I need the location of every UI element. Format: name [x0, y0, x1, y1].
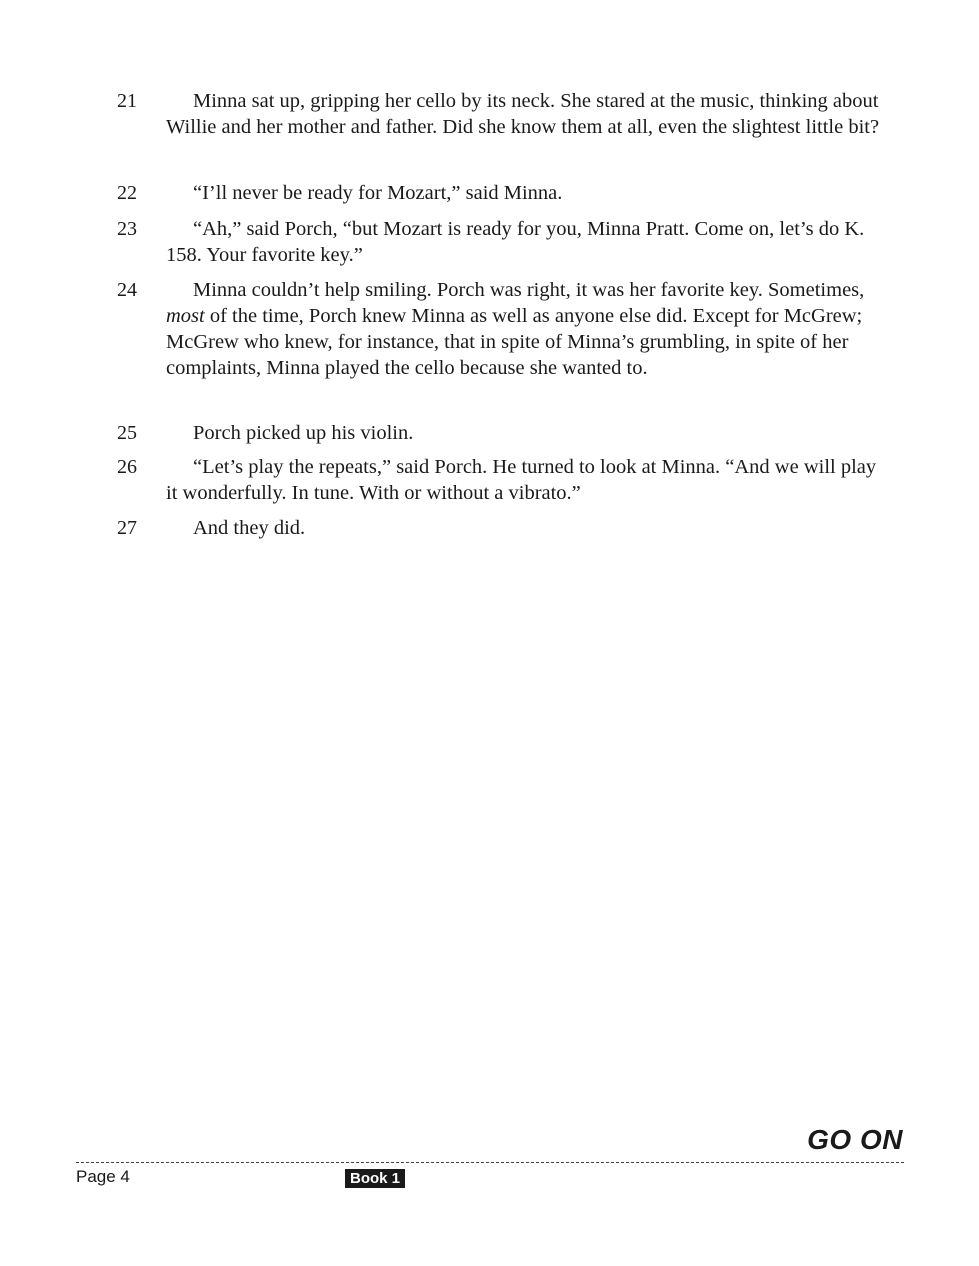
paragraph-number: 26 [117, 456, 137, 478]
paragraph-23 [0, 216, 884, 268]
paragraph-text: Minna sat up, gripping her cello by its neck. She stared at the music, thinking about Willie and her mother and father. Did she know them at all, even the slightest little bit? [166, 90, 880, 138]
paragraph-number: 27 [117, 517, 137, 539]
paragraph-21 [0, 88, 884, 140]
paragraph-text: And they did. [193, 517, 306, 539]
paragraph-25 [0, 420, 884, 446]
paragraph-number: 23 [117, 218, 137, 240]
paragraph-text: Porch picked up his violin. [193, 422, 414, 444]
paragraph-number: 24 [117, 279, 137, 301]
go-on-label: GO ON [807, 1124, 903, 1155]
paragraph-24 [0, 277, 884, 381]
paragraph-number: 21 [117, 90, 137, 112]
paragraph-number: 25 [117, 422, 137, 444]
paragraph-text-before: Minna couldn’t help smiling. Porch was right, it was her favorite key. Sometimes, [193, 279, 865, 301]
paragraph-text: “I’ll never be ready for Mozart,” said Minna. [193, 182, 563, 204]
page-number: Page 4 [76, 1167, 130, 1186]
paragraph-27 [0, 515, 884, 541]
paragraph-number: 22 [117, 182, 137, 204]
paragraph-text: “Let’s play the repeats,” said Porch. He turned to look at Minna. “And we will play it wonderfully. In tune. With or without a vibrato.” [166, 456, 877, 504]
paragraph-text-after: of the time, Porch knew Minna as well as anyone else did. Except for McGrew; McGrew who knew, for instance, that in spite of Minna’s grumbling, in spite of her complaints, Minna played the cello because she wanted to. [166, 305, 863, 379]
paragraph-26 [0, 454, 884, 506]
paragraph-italic-word: most [166, 305, 205, 327]
paragraph-text: “Ah,” said Porch, “but Mozart is ready for you, Minna Pratt. Come on, let’s do K. 158. Your favorite key.” [166, 218, 865, 266]
paragraph-22 [0, 180, 884, 206]
footer-divider [76, 1162, 904, 1163]
book-badge: Book 1 [345, 1169, 405, 1188]
